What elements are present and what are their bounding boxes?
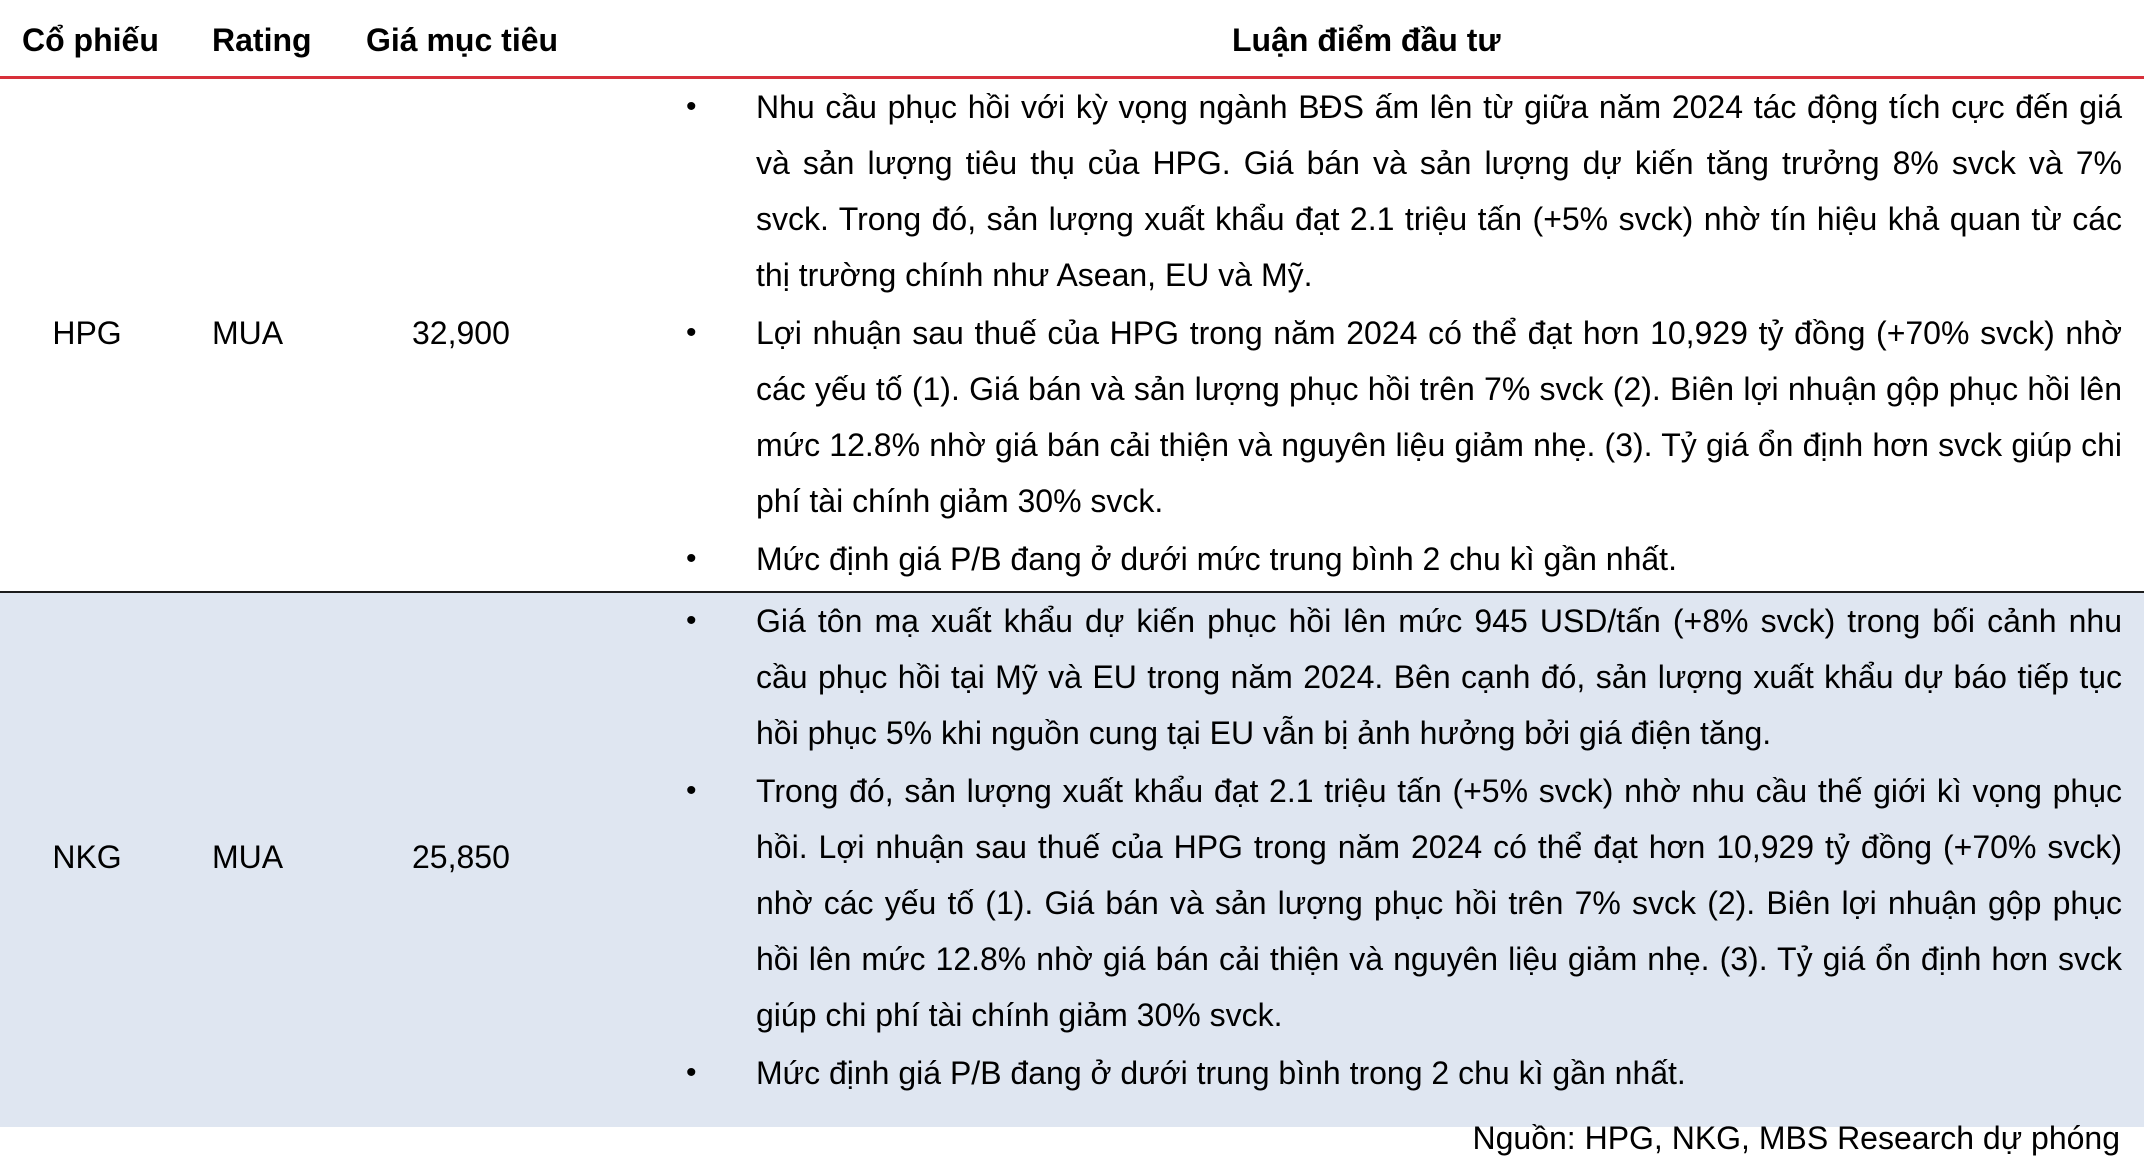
thesis-point bbox=[660, 531, 2122, 587]
stock-ticker: HPG bbox=[52, 315, 122, 351]
bullet-icon: • bbox=[686, 90, 697, 123]
bullet-icon: • bbox=[686, 774, 697, 807]
thesis-text: Mức định giá P/B đang ở dưới trung bình trong 2 chu kì gần nhất. bbox=[756, 1055, 1686, 1091]
table-row-hpg bbox=[0, 79, 2144, 593]
bullet-icon: • bbox=[686, 316, 697, 349]
thesis-point bbox=[660, 305, 2122, 529]
bullet-icon: • bbox=[686, 604, 697, 637]
thesis-point bbox=[660, 763, 2122, 1043]
thesis-text: Lợi nhuận sau thuế của HPG trong năm 2024 có thể đạt hơn 10,929 tỷ đồng (+70% svck) nhờ các yếu tố (1). Giá bán và sản lượng phục hồi trên 7% svck (2). Biên lợi nhuận gộp phục hồi lên mức 12.8% nhờ giá bán cải thiện và nguyên liệu giảm nhẹ. (3). Tỷ giá ổn định hơn svck giúp chi phí tài chính giảm 30% svck. bbox=[756, 315, 2122, 519]
thesis-text: Giá tôn mạ xuất khẩu dự kiến phục hồi lên mức 945 USD/tấn (+8% svck) trong bối cảnh nhu cầu phục hồi tại Mỹ và EU trong năm 2024. Bên cạnh đó, sản lượng xuất khẩu dự báo tiếp tục hồi phục 5% khi nguồn cung tại EU vẫn bị ảnh hưởng bởi giá điện tăng. bbox=[756, 603, 2122, 751]
thesis-point bbox=[660, 79, 2122, 303]
target-price: 32,900 bbox=[412, 315, 510, 351]
header-investment-thesis: Luận điểm đầu tư bbox=[1232, 22, 1501, 58]
source-note: Nguồn: HPG, NKG, MBS Research dự phóng bbox=[1472, 1120, 2120, 1156]
stock-ticker: NKG bbox=[52, 839, 122, 875]
thesis-list bbox=[660, 593, 2122, 1103]
target-price: 25,850 bbox=[412, 839, 510, 875]
bullet-icon: • bbox=[686, 1056, 697, 1089]
thesis-text: Nhu cầu phục hồi với kỳ vọng ngành BĐS ấm lên từ giữa năm 2024 tác động tích cực đến giá và sản lượng tiêu thụ của HPG. Giá bán và sản lượng dự kiến tăng trưởng 8% svck và 7% svck. Trong đó, sản lượng xuất khẩu đạt 2.1 triệu tấn (+5% svck) nhờ tín hiệu khả quan từ các thị trường chính như Asean, EU và Mỹ. bbox=[756, 89, 2122, 293]
thesis-text: Trong đó, sản lượng xuất khẩu đạt 2.1 triệu tấn (+5% svck) nhờ nhu cầu thế giới kì vọng phục hồi. Lợi nhuận sau thuế của HPG trong năm 2024 có thể đạt hơn 10,929 tỷ đồng (+70% svck) nhờ các yếu tố (1). Giá bán và sản lượng phục hồi trên 7% svck (2). Biên lợi nhuận gộp phục hồi lên mức 12.8% nhờ giá bán cải thiện và nguyên liệu giảm nhẹ. (3). Tỷ giá ổn định hơn svck giúp chi phí tài chính giảm 30% svck. bbox=[756, 773, 2122, 1033]
thesis-point bbox=[660, 593, 2122, 761]
thesis-text: Mức định giá P/B đang ở dưới mức trung bình 2 chu kì gần nhất. bbox=[756, 541, 1677, 577]
table-header bbox=[0, 0, 2144, 79]
thesis-list bbox=[660, 79, 2122, 589]
header-target-price: Giá mục tiêu bbox=[366, 22, 559, 58]
thesis-point bbox=[660, 1045, 2122, 1101]
header-stock: Cổ phiếu bbox=[22, 22, 159, 58]
rating-value: MUA bbox=[212, 315, 284, 351]
header-rating: Rating bbox=[212, 22, 312, 58]
table-row-nkg bbox=[0, 593, 2144, 1127]
rating-value: MUA bbox=[212, 839, 284, 875]
bullet-icon: • bbox=[686, 542, 697, 575]
